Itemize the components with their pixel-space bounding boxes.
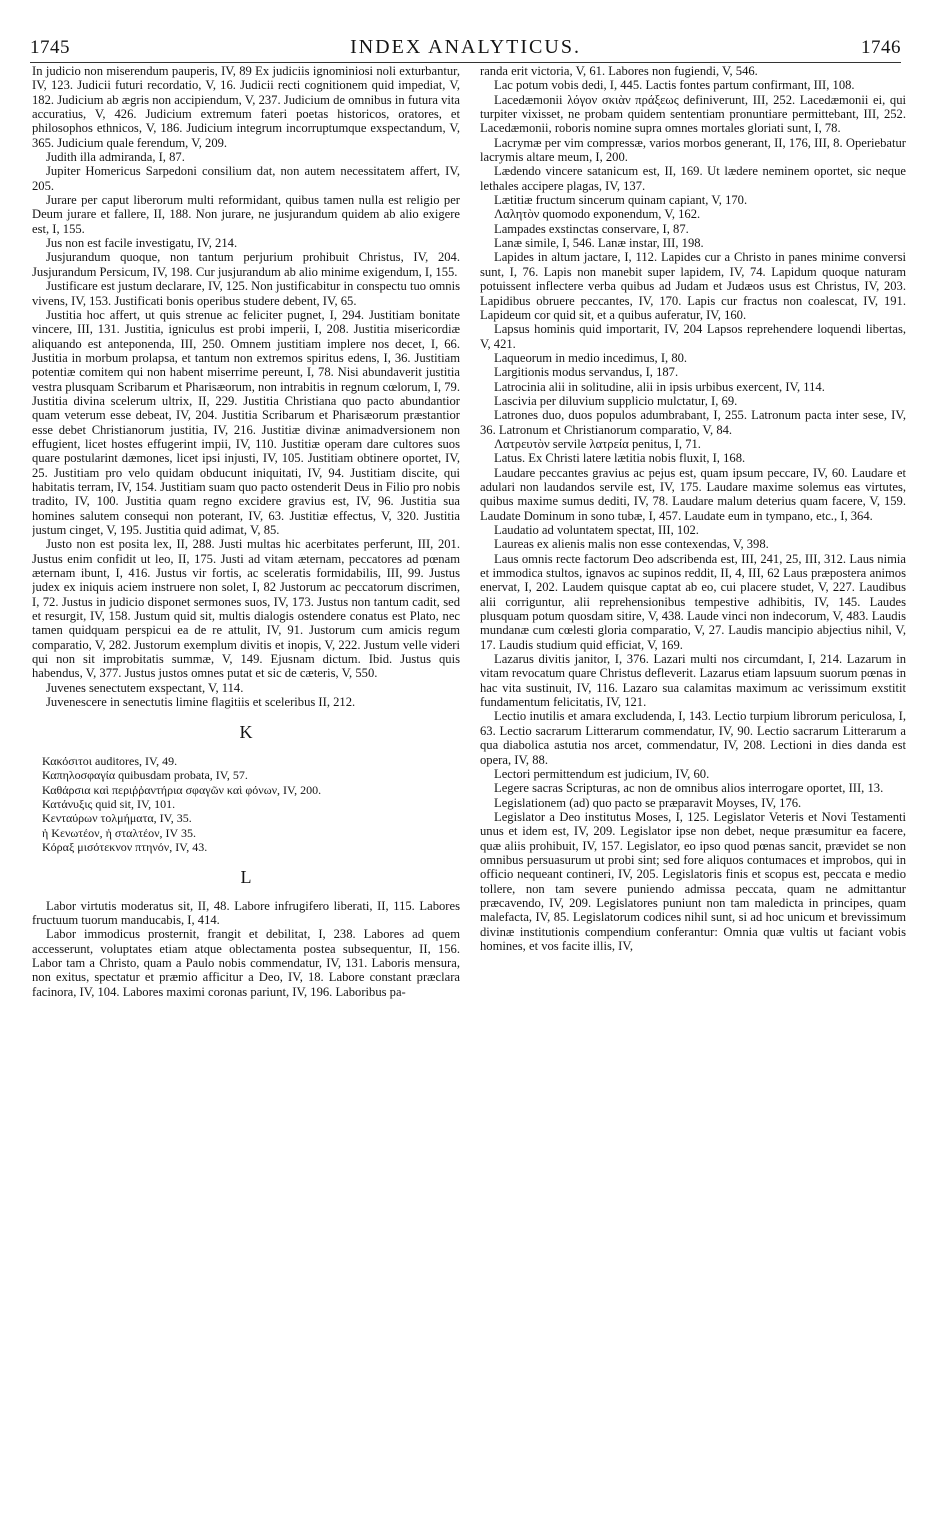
- index-entry: Lanæ simile, I, 546. Lanæ instar, III, 198.: [494, 236, 704, 251]
- index-entry: Latrones duo, duos populos adumbrabant, I, 255. Latronum pacta inter sese, IV, 36. Latronum et Christianorum comparatio, V, 84.: [480, 408, 906, 437]
- index-entry: Κενταύρων τολμήματα, IV, 35.: [42, 811, 192, 826]
- index-entry: Legislator a Deo institutus Moses, I, 125. Legislator Veteris et Novi Testamenti unus et idem est, IV, 209. Legislator ipse non debet, neque præsumitur ea facere, quæ aliis prohibuit, IV, 157. Legislator, eo ipso quod pœnas sancit, prævidet se non omnibus persuasurum ut probi sint; sed fore aliquos contumaces et improbos, qui in officio nequeant contineri, IV, 205. Legislatoris finis et scopus est, peccata e medio tollere, non tam severe puniendo admissa peccata, quam ne admittantur præcavendo, IV, 209. Legislatores puniunt non tam maledicta in principes, quam malefacta, IV, 85. Legislatorum codices nihil sunt, si ad hoc unicum et brevissimum divinæ institutionis compendium conferantur: Omnia quæ vultis ut faciant vobis homines, et vos facite illis, IV,: [480, 809, 906, 953]
- index-entry: Lectio inutilis et amara excludenda, I, 143. Lectio turpium librorum periculosa, I, 63. Lectio sacrarum Litterarum commendatur, IV, 90. Lectio sacrarum Litterarum a qua diabolica astutia nos arcet, commendatur, IV, 208. Lectioni in dies danda est opera, IV, 88.: [480, 709, 906, 767]
- index-entry: Juvenescere in senectutis limine flagitiis et sceleribus II, 212.: [46, 695, 356, 710]
- index-entry: Justo non est posita lex, II, 288. Justi multas hic acerbitates perferunt, III, 201. Justus enim confidit ut leo, II, 175. Justi ad vitam æternam, peccatores ad pœnam æternam ibunt, I, 416. Justus vir fortis, ac sceleratis formidabilis, III, 99. Justus judex ex iniquis aciem instruere non solet, I, 82 Justorum ac peccatorum discrimen, I, 72. Justus in judicio disponet sermones suos, IV, 173. Justus non tantum cadit, sed et resurgit, IV, 158. Justum quid sit, multis dialogis ostendere conatus est Plato, nec tamen quidquam perspicui ea de re attulit, IV, 91. Justorum cum amicis regum comparatio, V, 282. Justorum exemplum divitis et inopis, V, 222. Justum velle videri qui non sit improbitatis summæ, V, 149. Ejusnam dictum. Ibid. Justus quis habendus, V, 377. Justus justos omnes putat et sic de cæteris, V, 550.: [32, 537, 460, 681]
- index-entry: Labor virtutis moderatus sit, II, 48. Labore infrugifero liberati, II, 115. Labores fructuum tuorum manducabis, I, 414.: [32, 898, 460, 927]
- index-entry: Λατρευτὸν servile λατρεία penitus, I, 71.: [494, 436, 701, 451]
- index-entry: Laureas ex alienis malis non esse contexendas, V, 398.: [494, 537, 769, 552]
- index-entry: Largitionis modus servandus, I, 187.: [494, 365, 679, 380]
- section-letter-l: L: [240, 867, 252, 888]
- index-entry: Judith illa admiranda, I, 87.: [46, 150, 185, 165]
- page-number-left: 1745: [30, 37, 70, 58]
- index-entry: Λαλητὸν quomodo exponendum, V, 162.: [494, 207, 701, 222]
- index-entry: Latus. Ex Christi latere lætitia nobis fluxit, I, 168.: [494, 451, 746, 466]
- index-entry: Jusjurandum quoque, non tantum perjurium prohibuit Christus, IV, 204. Jusjurandum Persicum, IV, 198. Cur jusjurandum ab alio minime exigendum, I, 155.: [32, 250, 460, 279]
- index-entry: Lacrymæ per vim compressæ, varios morbos generant, II, 176, III, 8. Operiebatur lacrymis altare meum, I, 200.: [480, 135, 906, 165]
- index-entry: Lapsus hominis quid importarit, IV, 204 Lapsos reprehendere loquendi libertas, V, 421.: [480, 322, 906, 351]
- index-entry: Justitia hoc affert, ut quis strenue ac feliciter pugnet, I, 294. Justitiam bonitate vincere, III, 131. Justitia, igniculus est probi imperii, I, 208. Justitia misericordiæ aliquando est anteponenda, III, 250. Omnem justitiam implere nos decet, I, 66. Justitia in morbum prolapsa, et tantum non extremos spiritus edens, I, 36. Justitiam potentiæ comitem qui non habent miserrime pereunt, I, 78. Nisi abundaverit justitia vestra plusquam Scribarum et Pharisæorum, non intrabitis in regnum cœlorum, I, 79. Justitia divina scelerum ultrix, II, 229. Justitia Christiana quo pacto abundantior quam veterum esse debeat, IV, 204. Justitia Scribarum et Pharisæorum præstantior esse debet Christianorum justitia, IV, 216. Justitiæ divinæ animadversionem non effugient, licet hostes effugerint impii, IV, 110. Justitiæ operam dare cultores suos quare postularint dæmones, licet ipsi injusti, IV, 105. Justitiam obtinere oportet, IV, 25. Justitiam pro velo quidam obducunt iniquitati, IV, 94. Justitiam discite, qui habitatis terram, IV, 154. Justitiam suam quo pacto ostenderit Deus in Filio pro nobis tradito, IV, 100. Justitia quam regno excidere gravius est, IV, 96. Justitia sua homines salutem consequi non poterant, IV, 63. Justitiæ effectus, V, 320. Justitia justum cinget, V, 195. Justitia quid adimat, V, 85.: [32, 307, 460, 537]
- index-entry: Justificare est justum declarare, IV, 125. Non justificabitur in conspectu tuo omnis vivens, IV, 153. Justificati bonis operibus studere debent, IV, 65.: [32, 279, 460, 308]
- index-entry: Jus non est facile investigatu, IV, 214.: [46, 236, 238, 251]
- greek-entries: [32, 754, 460, 854]
- running-title: INDEX ANALYTICUS.: [350, 36, 581, 58]
- index-entry: Lædendo vincere satanicum est, II, 169. Ut lædere neminem oportet, sic neque lethales accipere plagas, IV, 137.: [480, 164, 906, 193]
- index-entry: Lectori permittendum est judicium, IV, 60.: [494, 766, 710, 781]
- index-entry: Labor immodicus prosternit, frangit et debilitat, I, 238. Labores ad quem accesserunt, voluptates etiam atque oblectamenta postea subsequentur, II, 156. Labor tam a Christo, quam a Paulo nobis commendatur, IV, 131. Laboris mensura, non exitus, spectatur et præmio afficitur a Deo, IV, 18. Labore constant præclara facinora, IV, 104. Labores maximi coronas pariunt, IV, 196. Laboribus pa-: [32, 927, 460, 999]
- index-entry: In judicio non miserendum pauperis, IV, 89 Ex judiciis ignominiosi noli exturbantur, IV, 123. Judicii futuri recordatio, V, 16. Judicii recti cognitionem quid impediat, V, 182. Judicium ab ægris non accipiendum, V, 237. Judicium de omnibus in futura vita accuratius, V, 426. Judicium extremum fateri poetas historicos, oratores, et philosophos ethnicos, V, 186. Judicium integrum incorruptumque exspectandum, V, 365. Judicium quale ferendum, V, 209.: [32, 64, 460, 150]
- index-entry: Laudare peccantes gravius ac pejus est, quam ipsum peccare, IV, 60. Laudare et adulari non laudandos servile est, IV, 175. Laudare maxime solemus eas virtutes, quibus maxime sumus dediti, IV, 78. Laudare malum deterius quam facere, V, 159. Laudate Dominum in sono tubæ, I, 457. Laudate eum in tympano, etc., I, 364.: [480, 465, 906, 523]
- index-entry: Legislationem (ad) quo pacto se præparavit Moyses, IV, 176.: [494, 795, 802, 810]
- index-entry: Κακόσιτοι auditores, IV, 49.: [42, 753, 178, 768]
- header-rule: [30, 62, 901, 63]
- index-entry: Lac potum vobis dedi, I, 445. Lactis fontes partum confirmant, III, 108.: [494, 78, 855, 93]
- index-entry: Lascivia per diluvium supplicio mulctatur, I, 69.: [494, 393, 738, 408]
- index-entry: randa erit victoria, V, 61. Labores non fugiendi, V, 546.: [480, 64, 758, 78]
- index-entry: Lazarus divitis janitor, I, 376. Lazari multi nos circumdant, I, 214. Lazarum in vitam revocatum quare Christus defleverit. Lazarus etiam lapsuum suorum pœnas in hac vita sustinuit, IV, 116. Lazaro sua calamitas maximum ac verissimum exstitit fundamentum felicitatis, IV, 121.: [480, 652, 906, 710]
- index-entry: Lacedæmonii λόγον σκιὰν πράξεως definiverunt, III, 252. Lacedæmonii ei, qui turpiter vixisset, ne probam quidem sententiam pronuntiare permittebant, III, 252. Lacedæmonii, roboris nomine supra omnes mortales gloriati sunt, I, 78.: [480, 92, 906, 136]
- index-entry: Lætitiæ fructum sincerum quinam capiant, V, 170.: [494, 193, 748, 208]
- right-column: [480, 64, 906, 1526]
- index-entry: Laus omnis recte factorum Deo adscribenda est, III, 241, 25, III, 312. Laus nimia et immodica stultos, ignavos ac supinos reddit, II, 4, III, 62 Laus præpostera animos enervat, I, 202. Laudem quisque captat ab eo, cui placere studet, V, 227. Laudibus alii corriguntur, alii reprehensionibus tempestive adhibitis, IV, 145. Laudes plusquam potum quosdam sitire, V, 438. Laude vinci non indecorum, V, 483. Laudis mundanæ cum cœlesti gloria comparatio, V, 27. Laudis mancipio abjectius nihil, V, 17. Laudis studium quid efficiat, V, 169.: [480, 551, 906, 652]
- index-entry: Legere sacras Scripturas, ac non de omnibus alios interrogare oportet, III, 13.: [494, 781, 884, 796]
- index-entry: Lapides in altum jactare, I, 112. Lapides cur a Christo in panes minime conversi sunt, I, 76. Lapis non manebit super lapidem, IV, 74. Lapidum quoque naturam potuissent inflectere verba quibus ad Judam et Judæos usus est Christus, IV, 203. Lapidibus obruere peccantes, IV, 170. Lapis cur fractus non coalescat, IV, 191. Lapideum cor quid sit, et a quibus auferatur, IV, 160.: [480, 250, 906, 322]
- index-entry: Lampades exstinctas conservare, I, 87.: [494, 221, 689, 236]
- index-entry: Laqueorum in medio incedimus, I, 80.: [494, 350, 688, 365]
- index-entry: Κόραξ μισότεκνον πτηνόν, IV, 43.: [42, 839, 208, 854]
- index-entry: Jupiter Homericus Sarpedoni consilium dat, non autem necessitatem affert, IV, 205.: [32, 164, 460, 193]
- index-entry: Καθάρσια καὶ περιῤῥαντήρια σφαγῶν καὶ φόνων, IV, 200.: [42, 782, 322, 797]
- index-entry: Jurare per caput liberorum multi reformidant, quibus tamen nulla est religio per Deum jurare et fallere, II, 188. Non jurare, ne jusjurandum quidem ab alio exigere est, I, 155.: [32, 193, 460, 236]
- index-entry: ἡ Κενωτέον, ἡ σταλτέον, IV 35.: [42, 825, 196, 840]
- index-entry: Latrocinia alii in solitudine, alii in ipsis urbibus exercent, IV, 114.: [494, 379, 825, 394]
- index-entry: Καπηλοσφαγία quibusdam probata, IV, 57.: [42, 768, 248, 783]
- index-entry: Juvenes senectutem exspectant, V, 114.: [46, 680, 244, 695]
- index-entry: Κατάνυξις quid sit, IV, 101.: [42, 796, 176, 811]
- page-number-right: 1746: [861, 37, 901, 58]
- index-entry: Laudatio ad voluntatem spectat, III, 102.: [494, 523, 699, 537]
- section-letter-k: K: [239, 722, 253, 743]
- running-header: [30, 36, 901, 60]
- left-column: [32, 64, 460, 1526]
